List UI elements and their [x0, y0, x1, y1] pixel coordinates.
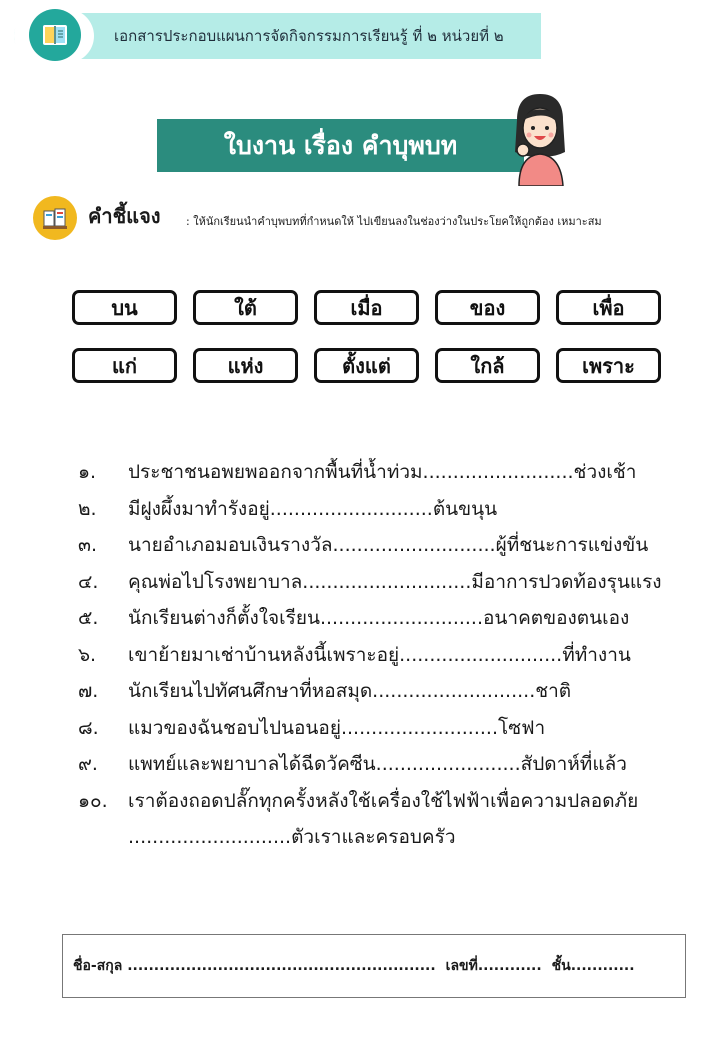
- instruction-icon: [33, 196, 77, 240]
- question-text: ประชาชนอพยพออกจากพื้นที่น้ำท่วม.........................ช่วงเช้า: [128, 461, 637, 483]
- question-text: นายอำเภอมอบเงินรางวัล...........................ผู้ที่ชนะการแข่งขัน: [128, 534, 649, 556]
- book-icon: [40, 20, 70, 50]
- question-text: เราต้องถอดปลั๊กทุกครั้งหลังใช้เครื่องใช้ไฟฟ้าเพื่อความปลอดภัย ...........................ตัวเราและครอบครัว: [128, 789, 639, 848]
- girl-illustration: [505, 90, 575, 186]
- number-field: เลขที่............: [445, 958, 542, 974]
- question-item: [78, 783, 698, 856]
- word-box: ใกล้: [435, 348, 540, 383]
- question-number: ๙.: [78, 753, 98, 775]
- question-text: มีฝูงผึ้งมาทำรังอยู่...........................ต้นขนุน: [128, 497, 498, 520]
- header-title: เอกสารประกอบแผนการจัดกิจกรรมการเรียนรู้ ที่ ๒ หน่วยที่ ๒: [114, 27, 504, 45]
- question-number: ๓.: [78, 534, 98, 556]
- word-box: เพื่อ: [556, 290, 661, 325]
- word-box: เมื่อ: [314, 290, 419, 325]
- word-box: ใต้: [193, 290, 298, 325]
- word-box: เพราะ: [556, 348, 661, 383]
- question-number: ๔.: [78, 570, 99, 593]
- question-number: ๑๐.: [78, 789, 108, 812]
- question-text: เขาย้ายมาเช่าบ้านหลังนี้เพราะอยู่...........................ที่ทำงาน: [128, 643, 631, 666]
- word-box: แก่: [72, 348, 177, 383]
- question-item: [78, 491, 698, 528]
- question-list: [78, 454, 698, 856]
- question-number: ๗.: [78, 680, 99, 702]
- books-icon: [40, 203, 70, 233]
- instruction-text: : ให้นักเรียนนำคำบุพบทที่กำหนดให้ ไปเขียนลงในช่องว่างในประโยคให้ถูกต้อง เหมาะสม: [186, 215, 602, 228]
- question-item: [78, 673, 698, 710]
- question-text: นักเรียนต่างก็ตั้งใจเรียน...........................อนาคตของตนเอง: [128, 607, 630, 629]
- question-text: แพทย์และพยาบาลได้ฉีดวัคซีน........................สัปดาห์ที่แล้ว: [128, 753, 627, 775]
- instruction-label: คำชี้แจง: [88, 204, 161, 228]
- question-item: [78, 454, 698, 491]
- word-box: ของ: [435, 290, 540, 325]
- question-number: ๘.: [78, 716, 99, 739]
- question-item: [78, 527, 698, 564]
- question-text: นักเรียนไปทัศนศึกษาที่หอสมุด...........................ชาติ: [128, 680, 572, 702]
- class-field: ชั้น............: [551, 958, 635, 974]
- question-number: ๖.: [78, 643, 97, 666]
- word-box: แห่ง: [193, 348, 298, 383]
- worksheet-title: ใบงาน เรื่อง คำบุพบท: [157, 119, 524, 172]
- question-item: [78, 637, 698, 674]
- question-item: [78, 564, 698, 601]
- question-number: ๑.: [78, 461, 97, 483]
- student-info-box: [62, 934, 686, 998]
- question-number: ๒.: [78, 497, 97, 520]
- question-text: คุณพ่อไปโรงพยาบาล............................มีอาการปวดท้องรุนแรง: [128, 570, 662, 593]
- word-box: บน: [72, 290, 177, 325]
- question-text: แมวของฉันชอบไปนอนอยู่..........................โซฟา: [128, 716, 546, 739]
- question-item: [78, 746, 698, 783]
- word-bank: [72, 290, 660, 383]
- question-number: ๕.: [78, 607, 99, 629]
- question-item: [78, 710, 698, 747]
- header-badge: [29, 9, 81, 61]
- word-box: ตั้งแต่: [314, 348, 419, 383]
- name-field: ชื่อ-สกุล ..........................................................: [73, 958, 436, 974]
- question-item: [78, 600, 698, 637]
